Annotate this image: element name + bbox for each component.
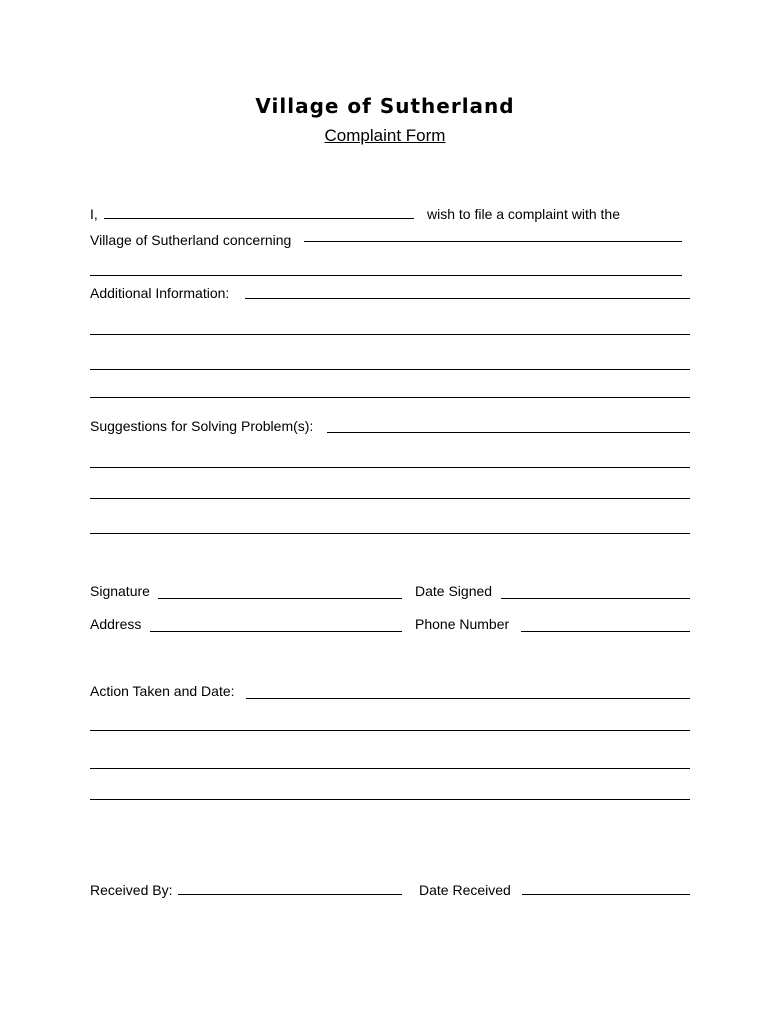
signature-label: Signature [90,583,150,599]
concerning-label: Village of Sutherland concerning [90,232,292,248]
date-received-field[interactable] [522,875,690,895]
additional-information-line-4[interactable] [90,378,690,398]
additional-information-field[interactable] [245,279,690,299]
phone-number-label: Phone Number [415,616,510,632]
action-taken-line-3[interactable] [90,749,690,769]
additional-information-label: Additional Information: [90,285,230,301]
concerning-field-line-2[interactable] [90,256,682,276]
address-label: Address [90,616,142,632]
complainant-name-field[interactable] [104,199,414,219]
action-taken-line-2[interactable] [90,711,690,731]
phone-number-field[interactable] [521,612,690,632]
signature-field[interactable] [158,579,402,599]
address-field[interactable] [150,612,402,632]
received-by-label: Received By: [90,882,173,898]
form-title: Village of Sutherland [255,94,515,118]
i-label: I, [90,206,98,222]
received-by-field[interactable] [178,875,402,895]
concerning-field[interactable] [304,222,682,242]
date-signed-label: Date Signed [415,583,493,599]
date-received-label: Date Received [419,882,511,898]
suggestions-label: Suggestions for Solving Problem(s): [90,418,314,434]
action-taken-line-4[interactable] [90,780,690,800]
suggestions-field[interactable] [327,413,690,433]
action-taken-field[interactable] [246,679,690,699]
suggestions-line-2[interactable] [90,448,690,468]
wish-to-file-label: wish to file a complaint with the [427,206,620,222]
additional-information-line-3[interactable] [90,350,690,370]
action-taken-label: Action Taken and Date: [90,683,235,699]
suggestions-line-4[interactable] [90,514,690,534]
suggestions-line-3[interactable] [90,479,690,499]
date-signed-field[interactable] [501,579,690,599]
form-subtitle: Complaint Form [324,126,446,145]
additional-information-line-2[interactable] [90,315,690,335]
